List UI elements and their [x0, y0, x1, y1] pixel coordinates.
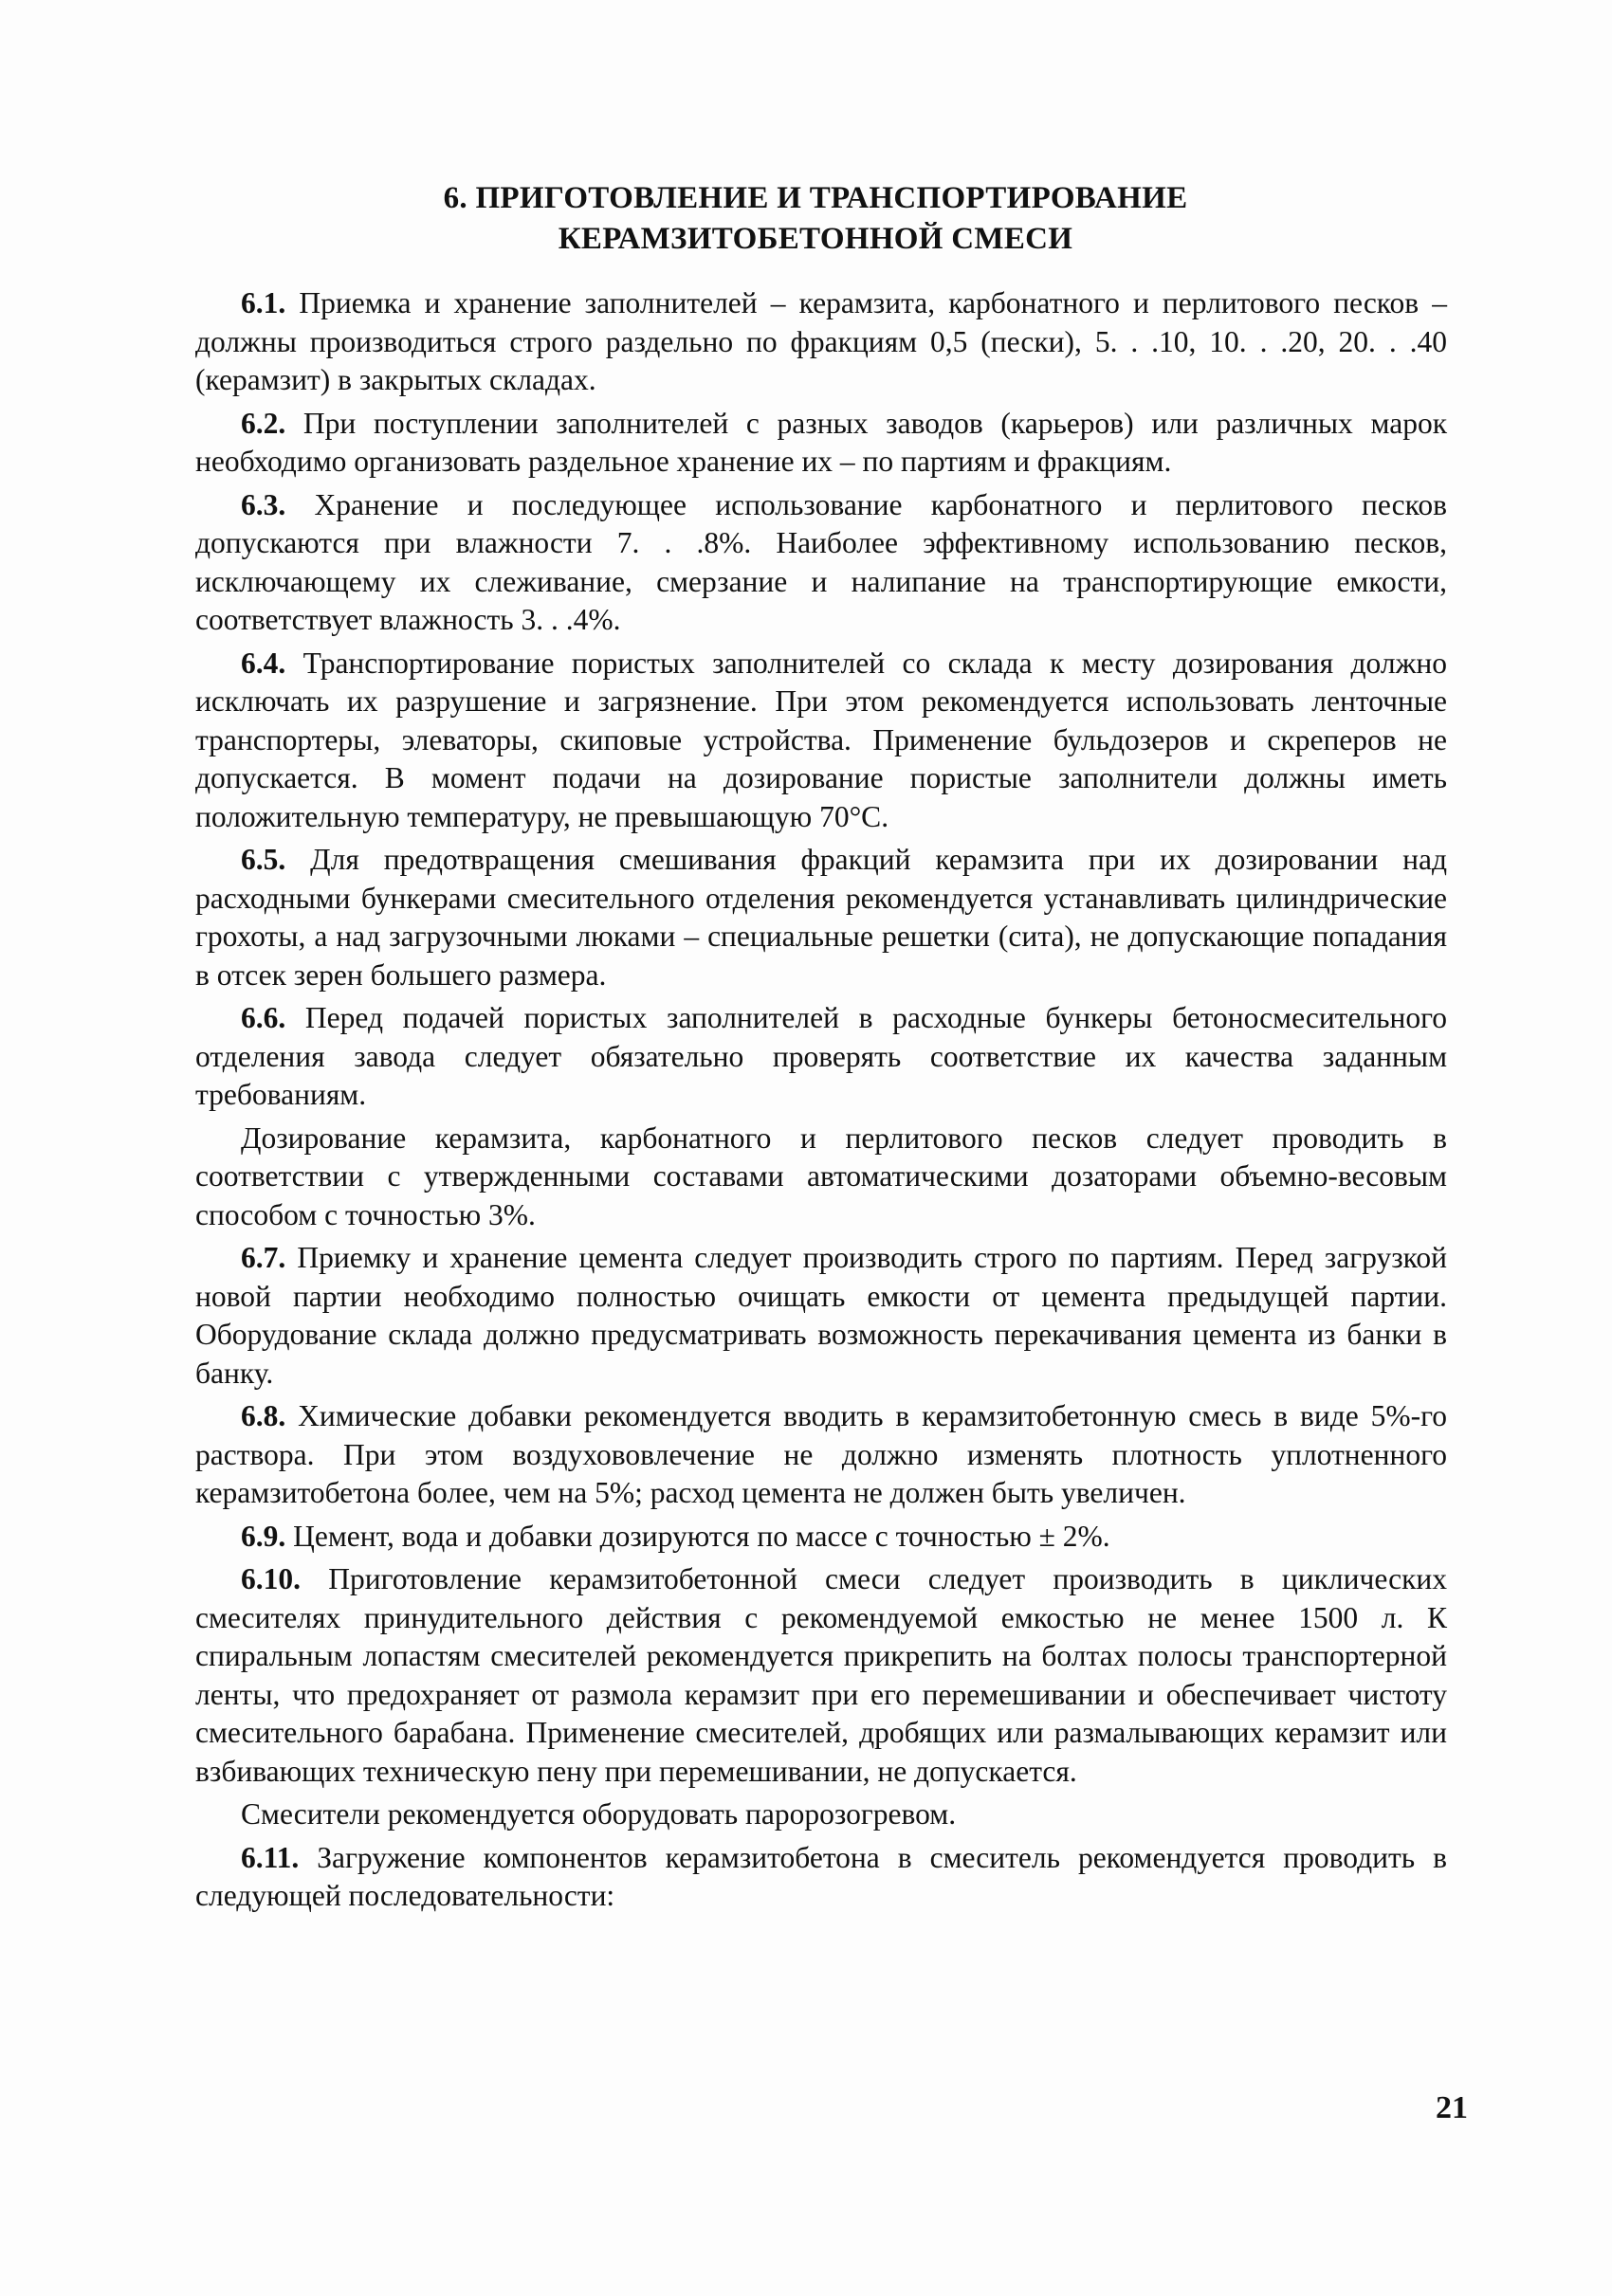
paragraph-6-10-mixers: [195, 1795, 1447, 1834]
section-title-line-2: КЕРАМЗИТОБЕТОННОЙ СМЕСИ: [558, 222, 1073, 256]
paragraph-6-9: [195, 1518, 1447, 1557]
paragraph-text: Приемка и хранение заполнителей – керамзита, карбонатного и перлитового песков – должны производиться строго раздельно по фракциям 0,5 (пески), 5. . .10, 10. . .20, 20. . .40 (керамзит) в закрытых складах.: [195, 286, 1447, 396]
paragraph-6-4: [195, 645, 1447, 837]
paragraph-number: 6.8.: [241, 1399, 286, 1432]
paragraph-6-7: [195, 1239, 1447, 1393]
paragraph-6-11: [195, 1839, 1447, 1916]
paragraph-text: Цемент, вода и добавки дозируются по массе с точностью ± 2%.: [285, 1519, 1110, 1553]
section-title: [190, 178, 1441, 260]
paragraph-6-2: [195, 405, 1447, 482]
paragraph-number: 6.11.: [241, 1840, 300, 1874]
paragraph-text: Транспортирование пористых заполнителей со склада к месту дозирования должно исключать их разрушение и загрязнение. При этом рекомендуется использовать ленточные транспортеры, элеваторы, скиповые устройства. Применение бульдозеров и скреперов не допускается. В момент подачи на дозирование пористые заполнители должны иметь положительную температуру, не превышающую 70°С.: [195, 646, 1447, 833]
paragraph-text: Загружение компонентов керамзитобетона в смеситель рекомендуется проводить в следующей последовательности:: [195, 1840, 1447, 1912]
paragraph-number: 6.1.: [241, 286, 286, 319]
paragraph-6-8: [195, 1397, 1447, 1513]
paragraph-text: Приемку и хранение цемента следует производить строго по партиям. Перед загрузкой новой партии необходимо полностью очищать емкости от цемента предыдущей партии. Оборудование склада должно предусматривать возможность перекачивания цемента из банки в банку.: [195, 1241, 1447, 1390]
paragraph-6-1: [195, 284, 1447, 400]
paragraph-text: Хранение и последующее использование карбонатного и перлитового песков допускаются при влажности 7. . .8%. Наиболее эффективному использованию песков, исключающему их слеживание, смерзание и налипание на транспортирующие емкости, соответствует влажность 3. . .4%.: [195, 487, 1447, 636]
paragraph-number: 6.6.: [241, 1001, 286, 1034]
paragraph-text: Перед подачей пористых заполнителей в расходные бункеры бетоносмесительного отделения завода следует обязательно проверять соответствие их качества заданным требованиям.: [195, 1001, 1447, 1111]
section-title-line-1: 6. ПРИГОТОВЛЕНИЕ И ТРАНСПОРТИРОВАНИЕ: [443, 181, 1188, 215]
paragraph-number: 6.4.: [241, 646, 286, 680]
paragraph-6-3: [195, 486, 1447, 640]
paragraph-number: 6.9.: [241, 1519, 286, 1553]
paragraph-text: Для предотвращения смешивания фракций керамзита при их дозировании над расходными бункерами смесительного отделения рекомендуется устанавливать цилиндрические грохоты, а над загрузочными люками – специальные решетки (сита), не допускающие попадания в отсек зерен большего размера.: [195, 843, 1447, 992]
paragraph-text: При поступлении заполнителей с разных заводов (карьеров) или различных марок необходимо организовать раздельное хранение их – по партиям и фракциям.: [195, 406, 1447, 478]
paragraph-text: Приготовление керамзитобетонной смеси следует производить в циклических смесителях принудительного действия с рекомендуемой емкостью не менее 1500 л. К спиральным лопастям смесителей рекомендуется прикрепить на болтах полосы транспортерной ленты, что предохраняет от размола керамзит при его перемешивании и обеспечивает чистоту смесительного барабана. Применение смесителей, дробящих или размалывающих керамзит или взбивающих техническую пену при перемешивании, не допускается.: [195, 1562, 1447, 1788]
paragraph-number: 6.2.: [241, 406, 286, 440]
paragraph-6-10: [195, 1560, 1447, 1791]
paragraph-text: Смесители рекомендуется оборудовать паророзогревом.: [241, 1797, 957, 1831]
paragraph-number: 6.3.: [241, 487, 286, 521]
paragraph-number: 6.10.: [241, 1562, 301, 1595]
paragraph-number: 6.5.: [241, 843, 286, 876]
paragraph-6-5: [195, 841, 1447, 994]
paragraph-6-6-dosing: [195, 1120, 1447, 1235]
paragraph-number: 6.7.: [241, 1241, 286, 1274]
paragraph-text: Химические добавки рекомендуется вводить в керамзитобетонную смесь в виде 5%-го раствора. При этом воздухововлечение не должно изменять плотность уплотненного керамзитобетона более, чем на 5%; расход цемента не должен быть увеличен.: [195, 1399, 1447, 1509]
paragraph-text: Дозирование керамзита, карбонатного и перлитового песков следует проводить в соответствии с утвержденными составами автоматическими дозаторами объемно-весовым способом с точностью 3%.: [195, 1121, 1447, 1231]
paragraph-6-6: [195, 999, 1447, 1115]
page-number: 21: [1436, 2090, 1468, 2125]
document-body: [195, 284, 1447, 1921]
